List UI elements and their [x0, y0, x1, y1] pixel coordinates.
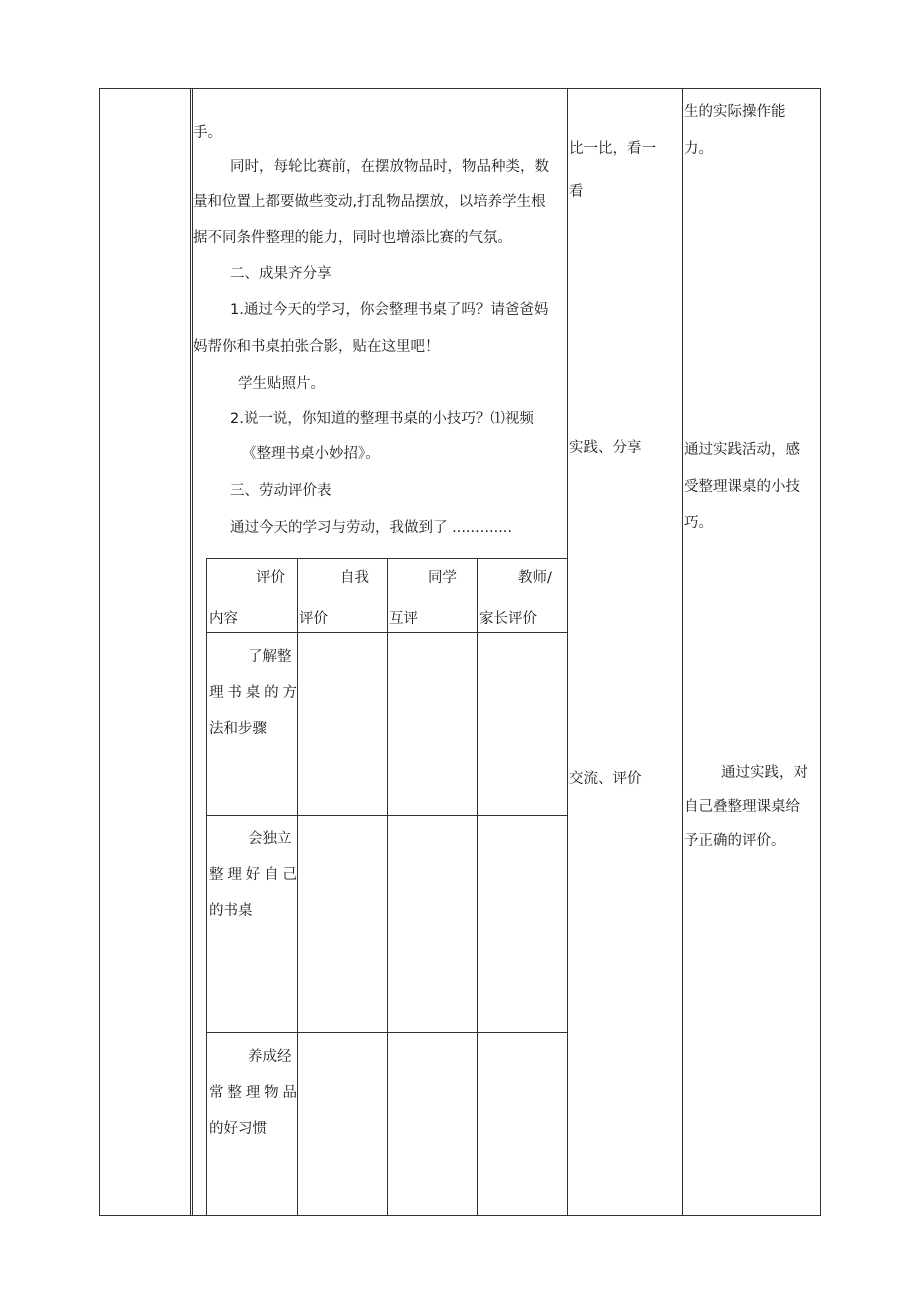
design-intent: 生的实际操作能 — [684, 104, 786, 120]
eval-header-peer: 同学 — [428, 570, 457, 586]
criterion-char: 整 — [209, 867, 224, 883]
activity-line: 妈帮你和书桌拍张合影，贴在这里吧！ — [193, 339, 440, 355]
design-intent: 通过实践活动，感 — [684, 442, 800, 458]
eval-col-divider — [387, 558, 388, 1216]
criterion-char: 方 — [282, 685, 297, 701]
activity-line: 手。 — [193, 125, 222, 141]
eval-header-self: 自我 — [340, 570, 369, 586]
col-divider-1b — [192, 88, 193, 1216]
design-intent: 予正确的评价。 — [684, 833, 786, 849]
eval-col-divider — [297, 558, 298, 1216]
criterion-char: 常 — [209, 1085, 224, 1101]
eval-criterion: 会独立 — [248, 831, 292, 847]
criterion-char: 理 — [209, 685, 224, 701]
eval-criterion — [209, 1084, 297, 1102]
eval-header-teacher: 家长评价 — [479, 611, 537, 627]
eval-header-teacher: 教师/ — [518, 570, 552, 586]
activity-line: 2.说一说，你知道的整理书桌的小技巧？⑴视频 — [230, 411, 534, 427]
col-divider-3 — [682, 88, 683, 1216]
activity-line: 通过今天的学习与劳动，我做到了 ............. — [230, 520, 513, 536]
table-bottom-border — [99, 1215, 821, 1216]
section-heading: 二、成果齐分享 — [230, 266, 332, 282]
eval-header-content: 内容 — [209, 611, 238, 627]
activity-line: 量和位置上都要做些变动,打乱物品摆放，以培养学生根 — [193, 194, 546, 210]
eval-criterion: 的书桌 — [209, 903, 253, 919]
student-activity: 看 — [569, 184, 584, 200]
student-activity: 实践、分享 — [569, 440, 642, 456]
eval-criterion: 养成经 — [248, 1049, 292, 1065]
criterion-char: 品 — [282, 1085, 297, 1101]
criterion-char: 的 — [264, 685, 279, 701]
eval-criterion: 的好习惯 — [209, 1121, 267, 1137]
design-intent: 力。 — [684, 141, 713, 157]
eval-col-divider — [477, 558, 478, 1216]
eval-criterion: 了解整 — [248, 649, 292, 665]
activity-line: 1.通过今天的学习，你会整理书桌了吗？请爸爸妈 — [230, 302, 549, 318]
activity-line: 《整理书桌小妙招》。 — [242, 446, 380, 462]
col-divider-1 — [190, 88, 191, 1216]
criterion-char: 整 — [227, 1085, 242, 1101]
activity-line: 据不同条件整理的能力，同时也增添比赛的气氛。 — [193, 230, 512, 246]
eval-col-left — [206, 558, 207, 1216]
criterion-char: 理 — [227, 867, 242, 883]
eval-header-content: 评价 — [256, 570, 285, 586]
eval-criterion — [209, 866, 297, 884]
design-intent: 通过实践，对 — [721, 765, 808, 781]
criterion-char: 自 — [264, 867, 279, 883]
criterion-char: 己 — [282, 867, 297, 883]
design-intent: 自己叠整理课桌给 — [684, 799, 800, 815]
design-intent: 巧。 — [684, 515, 713, 531]
eval-header-self: 评价 — [299, 611, 328, 627]
criterion-char: 桌 — [245, 685, 261, 701]
activity-line: 学生贴照片。 — [238, 376, 325, 392]
section-heading: 三、劳动评价表 — [230, 483, 332, 499]
criterion-char: 物 — [264, 1085, 279, 1101]
table-right-border — [820, 88, 821, 1216]
table-top-border — [99, 88, 821, 89]
table-left-border — [99, 88, 100, 1216]
criterion-char: 好 — [245, 867, 261, 883]
design-intent: 受整理课桌的小技 — [684, 479, 800, 495]
eval-criterion: 法和步骤 — [209, 721, 267, 737]
eval-criterion — [209, 684, 297, 702]
student-activity: 比一比，看一 — [569, 141, 656, 157]
col-divider-2 — [567, 88, 568, 1216]
criterion-char: 书 — [227, 685, 242, 701]
activity-line: 同时，每轮比赛前，在摆放物品时，物品种类，数 — [230, 159, 549, 175]
eval-header-peer: 互评 — [389, 611, 418, 627]
student-activity: 交流、评价 — [569, 771, 642, 787]
criterion-char: 理 — [245, 1085, 261, 1101]
